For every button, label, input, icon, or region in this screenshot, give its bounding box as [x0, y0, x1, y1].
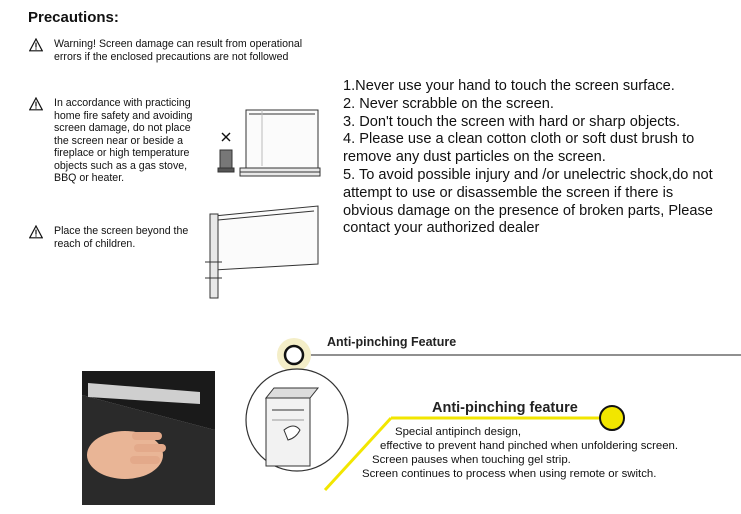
rules-list — [343, 78, 738, 238]
rule-line: attempt to use or disassemble the screen if there is — [343, 184, 674, 201]
page-title: Precautions: — [28, 9, 119, 26]
warning-text-line: Place the screen beyond the — [54, 225, 189, 237]
warning-text-line: reach of children. — [54, 237, 136, 250]
warning-text-line: fireplace or high temperature — [54, 147, 190, 159]
warning-text-line: BBQ or heater. — [54, 172, 125, 184]
warning-text-line: home fire safety and avoiding — [54, 109, 193, 122]
screen-near-heater-illustration — [218, 110, 320, 176]
anti-pinching-label: Anti-pinching Feature — [327, 335, 457, 349]
rule-line: remove any dust particles on the screen. — [343, 149, 606, 166]
screen-out-of-reach-illustration — [205, 206, 318, 298]
warning-text-line: In accordance with practicing — [54, 97, 191, 109]
rule-line: 4. Please use a clean cotton cloth or soft dust brush to — [343, 131, 695, 148]
warning-text-line: errors if the enclosed precautions are not followed — [54, 50, 289, 63]
description-line: Screen pauses when touching gel strip. — [372, 454, 571, 466]
rule-line: contact your authorized dealer — [343, 220, 540, 237]
warning-text-line: screen damage, do not place — [54, 122, 191, 134]
rule-line: 3. Don't touch the screen with hard or sharp objects. — [343, 113, 681, 130]
warning-text-line: the screen near or beside a — [54, 134, 183, 147]
anti-pinching-title: Anti-pinching feature — [432, 400, 578, 416]
description-line: Special antipinch design, — [395, 426, 522, 438]
rule-line: obvious damage on the presence of broken parts, Please — [343, 202, 713, 219]
warning-text-line: Warning! Screen damage can result from operational — [54, 38, 303, 50]
rule-line: 5. To avoid possible injury and /or unelectric shock,do not — [343, 166, 713, 183]
warning-text-line: objects such as a gas stove, — [54, 159, 188, 172]
rule-line: 2. Never scrabble on the screen. — [343, 95, 554, 112]
description-line: effective to prevent hand pinched when unfoldering screen. — [380, 440, 679, 452]
detail-circle-illustration — [246, 369, 348, 471]
yellow-dot-icon — [600, 406, 624, 430]
rule-line: 1.Never use your hand to touch the screen surface. — [343, 78, 675, 94]
hand-photo — [82, 371, 215, 505]
description-line: Screen continues to process when using remote or switch. — [362, 468, 657, 480]
